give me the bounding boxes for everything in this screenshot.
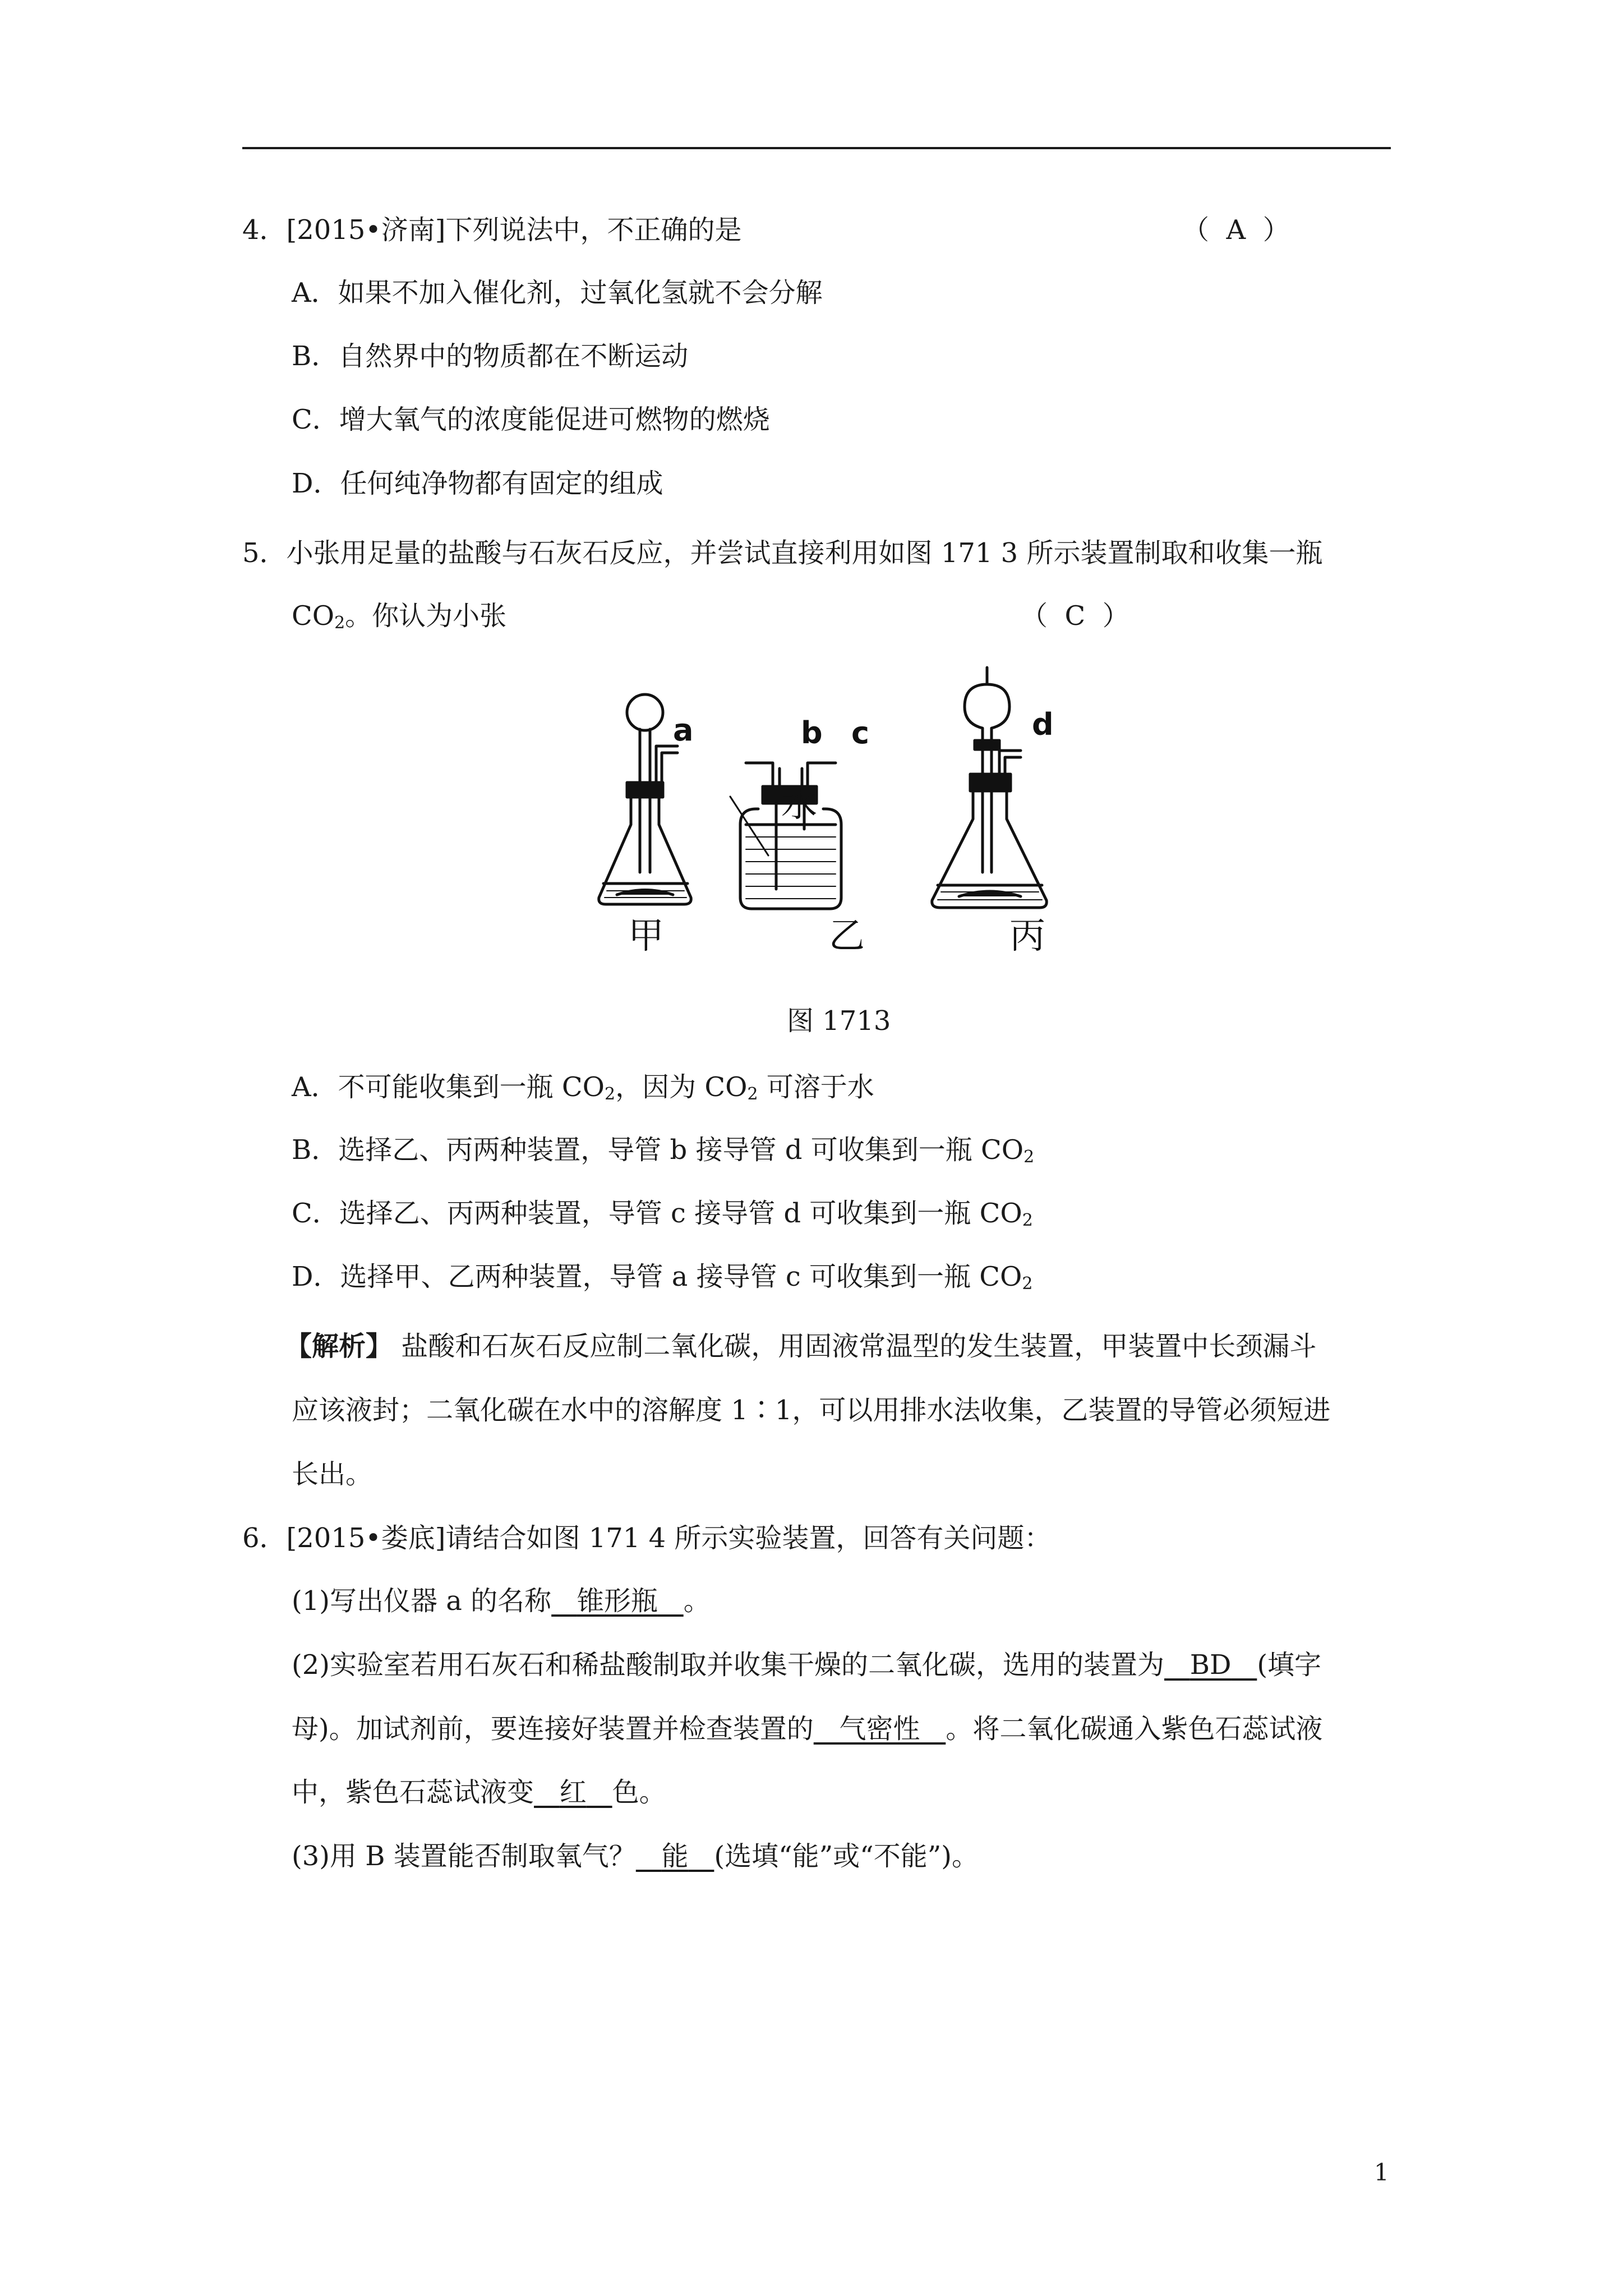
q6-stem: 6．[2015•娄底]请结合如图 171 4 所示实验装置，回答有关问题：	[242, 1522, 1052, 1554]
label-c: c	[851, 715, 870, 751]
q5-answer: （ C ）	[1021, 600, 1129, 632]
figure-caption: 图 1713	[787, 1005, 891, 1037]
label-d: d	[1032, 707, 1054, 742]
q6-part2-answer2: 气密性	[839, 1713, 920, 1745]
apparatus-bing-flask	[932, 668, 1046, 908]
q6-part2-line1: (2)实验室若用石灰石和稀盐酸制取并收集干燥的二氧化碳，选用的装置为 BD (填字	[292, 1649, 1322, 1681]
q4-stem: 4．[2015•济南]下列说法中，不正确的是	[242, 214, 742, 246]
q5-stem-line1: 5．小张用足量的盐酸与石灰石反应，并尝试直接利用如图 171 3 所示装置制取和收集一瓶	[242, 537, 1323, 569]
q6-part2-answer3: 红	[559, 1777, 587, 1808]
q6-part3-answer: 能	[661, 1841, 689, 1872]
q5-option-b: B．选择乙、丙两种装置，导管 b 接导管 d 可收集到一瓶 $CO_2$	[292, 1134, 1035, 1167]
q5-option-c: C．选择乙、丙两种装置，导管 c 接导管 d 可收集到一瓶 $CO_2$	[292, 1198, 1033, 1230]
label-yi: 乙	[829, 915, 865, 957]
q5-analysis-line1: 【解析】 盐酸和石灰石反应制二氧化碳，用固液常温型的发生装置，甲装置中长颈漏斗	[285, 1331, 1317, 1362]
apparatus-figure	[578, 662, 1071, 976]
q5-option-a: A．不可能收集到一瓶 $CO_2$，因为 $CO_2$ 可溶于水	[292, 1071, 874, 1104]
q5-option-d: D．选择甲、乙两种装置，导管 a 接导管 c 可收集到一瓶 $CO_2$	[292, 1261, 1033, 1294]
header-rule	[242, 147, 1391, 149]
q5-analysis-line2: 应该液封；二氧化碳在水中的溶解度 1∶1，可以用排水法收集，乙装置的导管必须短进	[292, 1395, 1331, 1426]
q6-part1: (1)写出仪器 a 的名称 锥形瓶 。	[292, 1585, 711, 1617]
q4-answer: （ A ）	[1182, 214, 1290, 246]
q5-analysis-line3: 长出。	[292, 1458, 373, 1490]
q4-option-a: A．如果不加入催化剂，过氧化氢就不会分解	[292, 277, 823, 309]
q4-option-d: D．任何纯净物都有固定的组成	[292, 468, 663, 499]
q5-stem-line2: $CO_2$。你认为小张	[292, 600, 507, 633]
q4-option-c: C．增大氧气的浓度能促进可燃物的燃烧	[292, 404, 770, 435]
q6-part3: (3)用 B 装置能否制取氧气？ 能 (选填“能”或“不能”)。	[292, 1841, 979, 1872]
label-jia: 甲	[628, 915, 664, 957]
page-number: 1	[1374, 2159, 1389, 2186]
label-a: a	[673, 712, 694, 748]
q6-part2-line2: 母)。加试剂前，要连接好装置并检查装置的 气密性 。将二氧化碳通入紫色石蕊试液	[292, 1713, 1323, 1745]
label-water: 水	[781, 784, 817, 825]
q4-option-b: B．自然界中的物质都在不断运动	[292, 341, 689, 372]
label-bing: 丙	[1009, 915, 1045, 957]
q6-part1-answer: 锥形瓶	[577, 1585, 658, 1617]
label-b: b	[801, 715, 823, 751]
q6-part2-answer: BD	[1189, 1649, 1232, 1681]
q6-part2-line3: 中，紫色石蕊试液变 红 色。	[292, 1777, 666, 1808]
